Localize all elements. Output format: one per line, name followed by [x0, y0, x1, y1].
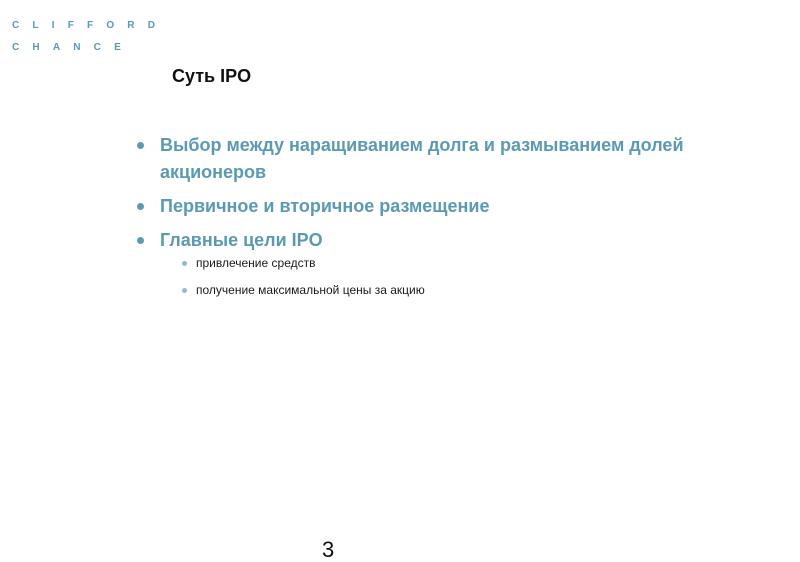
bullet-dot-icon: [137, 203, 144, 210]
logo-line-1: CLIFFORD: [12, 20, 169, 31]
sub-bullet-item: [182, 256, 696, 271]
sub-bullet-text: получение максимальной цены за акцию: [196, 283, 425, 297]
bullet-text: Выбор между наращиванием долга и размыванием долей акционеров: [160, 135, 684, 182]
sub-bullet-text: привлечение средств: [196, 256, 316, 270]
bullet-item: [136, 193, 696, 220]
sub-bullet-item: [182, 283, 696, 298]
bullet-dot-icon: [137, 237, 144, 244]
page-number: 3: [322, 537, 335, 562]
sub-bullet-dot-icon: [182, 288, 187, 293]
bullet-text: Первичное и вторичное размещение: [160, 196, 490, 216]
bullet-text: Главные цели IPO: [160, 230, 323, 250]
bullet-list: [136, 132, 696, 310]
logo-line-2: CHANCE: [12, 42, 134, 53]
slide-title: Суть IPO: [172, 66, 252, 86]
company-logo: [12, 15, 168, 59]
sub-bullet-list: [160, 256, 696, 298]
bullet-item: [136, 132, 696, 186]
bullet-dot-icon: [137, 142, 144, 149]
sub-bullet-dot-icon: [182, 261, 187, 266]
bullet-item: [136, 227, 696, 298]
